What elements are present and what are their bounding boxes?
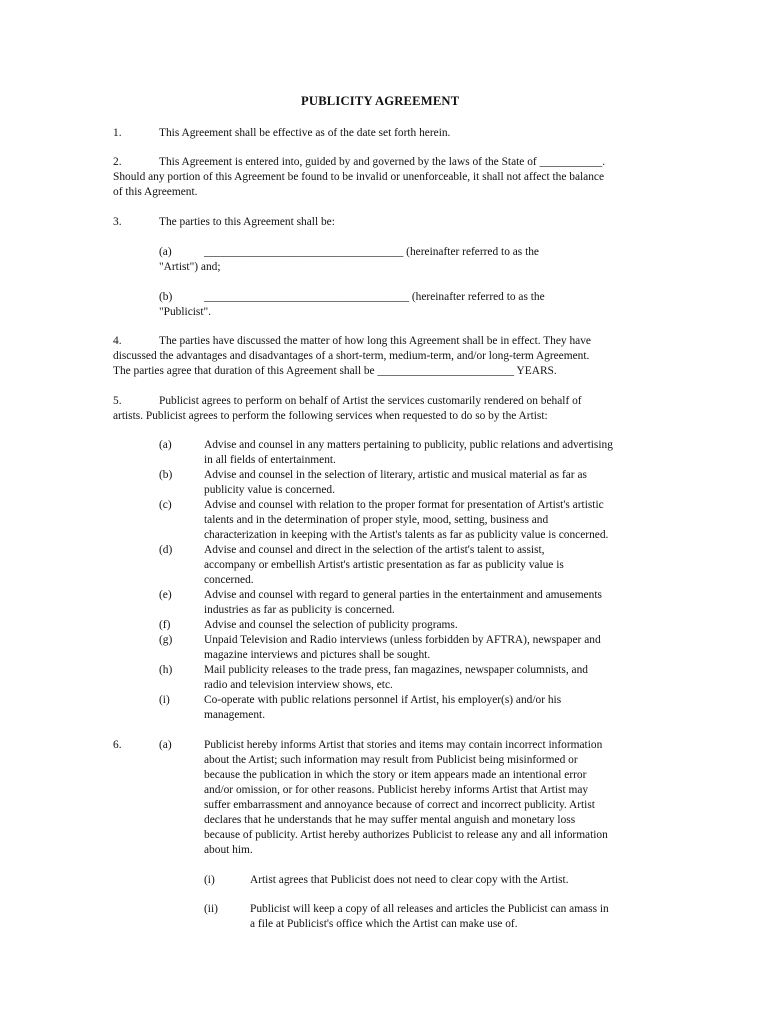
section-6-a-label: (a) [159,739,172,751]
service-i-line-2: management. [204,709,266,721]
document-title: PUBLICITY AGREEMENT [301,94,460,108]
service-f-label: (f) [159,619,171,631]
section-6-a-line-3: because the publication in which the story or item appears made an intentional error [204,769,587,781]
party-a-label: (a) [159,246,172,258]
section-6-ii-line-2: a file at Publicist's office which the Artist can make use of. [250,918,518,930]
service-d-line-1: Advise and counsel and direct in the selection of the artist's talent to assist, [204,544,545,556]
section-6-a-line-6: declares that he understands that he may suffer mental anguish and monetary loss [204,814,576,826]
service-e-label: (e) [159,589,172,601]
service-e-line-2: industries as far as publicity is concerned. [204,604,395,616]
section-6-a-line-2: about the Artist; such information may result from Publicist being misinformed or [204,754,578,766]
party-b-line-2: "Publicist". [159,306,212,318]
section-4-number: 4. [113,335,122,347]
service-d-line-2: accompany or embellish Artist's artistic presentation as far as publicity value is [204,559,564,571]
section-3-text: The parties to this Agreement shall be: [159,216,335,228]
service-d-line-3: concerned. [204,574,254,586]
section-2-number: 2. [113,156,122,168]
section-6-a-line-5: suffer embarrassment and annoyance because of correct and incorrect publicity. Artist [204,799,595,811]
section-2-line-3: of this Agreement. [113,186,198,198]
section-1-text: This Agreement shall be effective as of the date set forth herein. [159,127,451,139]
party-b-line-1: ____________________________________ (hereinafter referred to as the [204,291,545,303]
party-b-label: (b) [159,291,173,303]
section-6-a-line-4: and/or omission, or for other reasons. Publicist hereby informs Artist that Artist may [204,784,589,796]
section-6-ii-label: (ii) [204,903,218,915]
section-6-number: 6. [113,739,122,751]
service-i-line-1: Co-operate with public relations personnel if Artist, his employer(s) and/or his [204,694,562,706]
party-a-line-2: "Artist") and; [159,261,221,273]
section-5-number: 5. [113,395,122,407]
service-g-line-2: magazine interviews and pictures shall be sought. [204,649,431,661]
service-g-line-1: Unpaid Television and Radio interviews (unless forbidden by AFTRA), newspaper and [204,634,601,646]
service-c-line-1: Advise and counsel with relation to the proper format for presentation of Artist's artistic [204,499,604,511]
service-b-line-2: publicity value is concerned. [204,484,335,496]
section-6-ii-line-1: Publicist will keep a copy of all releases and articles the Publicist can amass in [250,903,609,915]
service-d-label: (d) [159,544,173,556]
service-b-label: (b) [159,469,173,481]
section-1-number: 1. [113,127,122,139]
service-h-line-1: Mail publicity releases to the trade press, fan magazines, newspaper columnists, and [204,664,589,676]
service-c-line-3: characterization in keeping with the Artist's talents as far as publicity value is concerned. [204,529,609,541]
section-2-line-1: This Agreement is entered into, guided by and governed by the laws of the State of ___________. [159,156,606,168]
section-4-line-1: The parties have discussed the matter of how long this Agreement shall be in effect. They have [159,335,591,347]
section-2-line-2: Should any portion of this Agreement be found to be invalid or unenforceable, it shall not affect the balance [113,171,605,183]
party-a-line-1: ___________________________________ (hereinafter referred to as the [204,246,539,258]
service-a-line-2: in all fields of entertainment. [204,454,336,466]
service-h-line-2: radio and television interview shows, etc. [204,679,393,691]
section-6-a-line-7: because of publicity. Artist hereby authorizes Publicist to release any and all information [204,829,608,841]
section-5-line-2: artists. Publicist agrees to perform the following services when requested to do so by the Artist: [113,410,548,422]
service-g-label: (g) [159,634,173,646]
section-4-line-2: discussed the advantages and disadvantages of a short-term, medium-term, and/or long-term Agreement. [113,350,590,362]
service-i-label: (i) [159,694,170,706]
service-f-line-1: Advise and counsel the selection of publicity programs. [204,619,458,631]
service-b-line-1: Advise and counsel in the selection of literary, artistic and musical material as far as [204,469,587,481]
service-c-label: (c) [159,499,172,511]
section-4-line-3: The parties agree that duration of this Agreement shall be ________________________ YEARS. [113,365,557,377]
service-e-line-1: Advise and counsel with regard to general parties in the entertainment and amusements [204,589,602,601]
section-6-i-text: Artist agrees that Publicist does not need to clear copy with the Artist. [250,874,569,886]
section-5-line-1: Publicist agrees to perform on behalf of Artist the services customarily rendered on behalf of [159,395,582,407]
service-c-line-2: talents and in the determination of proper style, mood, setting, business and [204,514,549,526]
section-3-number: 3. [113,216,122,228]
section-6-a-line-8: about him. [204,844,253,856]
service-a-line-1: Advise and counsel in any matters pertaining to publicity, public relations and advertising [204,439,613,451]
service-a-label: (a) [159,439,172,451]
section-6-i-label: (i) [204,874,215,886]
service-h-label: (h) [159,664,173,676]
section-6-a-line-1: Publicist hereby informs Artist that stories and items may contain incorrect information [204,739,603,751]
